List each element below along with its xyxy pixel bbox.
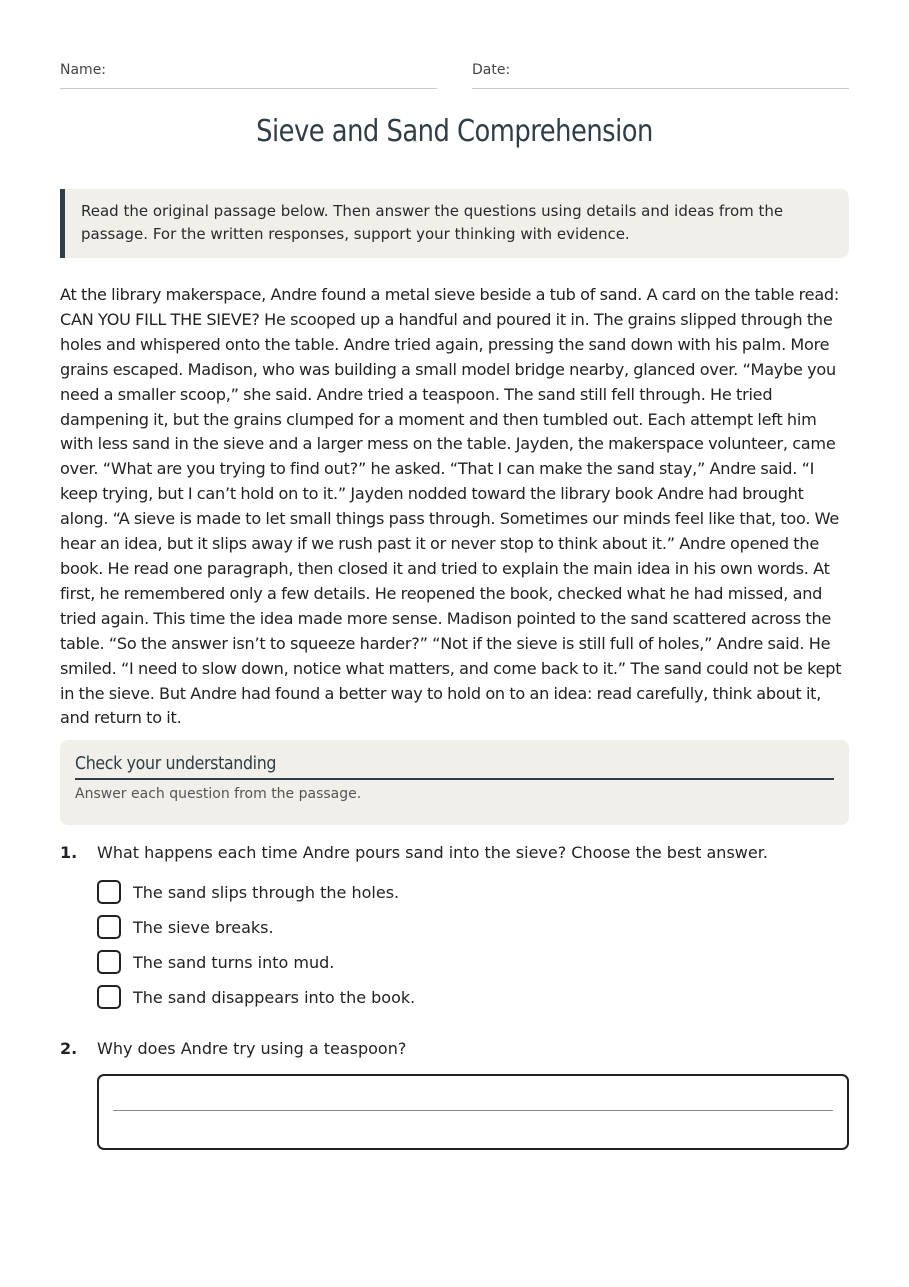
option-label: The sand disappears into the book. <box>133 987 416 1007</box>
question-1-option-b[interactable] <box>97 913 274 941</box>
question-1-option-a[interactable] <box>97 878 399 906</box>
reading-passage: At the library makerspace, Andre found a metal sieve beside a tub of sand. A card on the table read: CAN YOU FILL THE SIEVE? He scooped up a handful and poured it in. The grains slipped through the holes and whispered onto the table. Andre tried again, pressing the sand down with his palm. More grains escaped. Madison, who was building a small model bridge nearby, glanced over. “Maybe you need a smaller scoop,” she said. Andre tried a teaspoon. The sand still fell through. He tried dampening it, but the grains clumped for a moment and then tumbled out. Each attempt left him with less sand in the sieve and a larger mess on the table. Jayden, the makerspace volunteer, came over. “What are you trying to find out?” he asked. “That I can make the sand stay,” Andre said. “I keep trying, but I can’t hold on to it.” Jayden nodded toward the library book Andre had brought along. “A sieve is made to let small things pass through. Sometimes our minds feel like that, too. We hear an idea, but it slips away if we rush past it or never stop to think about it.” Andre opened the book. He read one paragraph, then closed it and tried to explain the main idea in his own words. At first, he remembered only a few details. He reopened the book, checked what he had missed, and tried again. This time the idea made more sense. Madison pointed to the sand scattered across the table. “So the answer isn’t to squeeze harder?” “Not if the sieve is still full of holes,” Andre said. He smiled. “I need to slow down, notice what matters, and come back to it.” The sand could not be kept in the sieve. But Andre had found a better way to hold on to an idea: read carefully, think about it, and return to it. <box>60 285 842 728</box>
question-1-option-d[interactable] <box>97 983 415 1011</box>
answer-line <box>113 1110 833 1111</box>
question-2-answer-box[interactable] <box>97 1074 849 1150</box>
question-1-text: What happens each time Andre pours sand into the sieve? Choose the best answer. <box>97 843 768 862</box>
date-field[interactable] <box>472 60 849 89</box>
check-title: Check your understanding <box>75 753 277 774</box>
header-fields <box>60 60 849 89</box>
question-2-number: 2. <box>60 1039 78 1058</box>
question-2-text: Why does Andre try using a teaspoon? <box>97 1039 407 1058</box>
option-label: The sand slips through the holes. <box>133 882 400 902</box>
instructions-box: Read the original passage below. Then answer the questions using details and ideas from the passage. For the written responses, support your thinking with evidence. <box>60 189 849 258</box>
page-title: Sieve and Sand Comprehension <box>256 114 653 149</box>
checkbox[interactable] <box>97 880 121 904</box>
option-label: The sieve breaks. <box>133 917 274 937</box>
date-label: Date: <box>472 62 511 78</box>
option-label: The sand turns into mud. <box>133 952 335 972</box>
name-label: Name: <box>60 62 107 78</box>
checkbox[interactable] <box>97 985 121 1009</box>
checkbox[interactable] <box>97 915 121 939</box>
checkbox[interactable] <box>97 950 121 974</box>
name-field[interactable] <box>60 60 437 89</box>
check-understanding-section <box>60 740 849 825</box>
question-1-number: 1. <box>60 843 78 862</box>
question-1-option-c[interactable] <box>97 948 334 976</box>
check-subtitle: Answer each question from the passage. <box>75 786 362 802</box>
